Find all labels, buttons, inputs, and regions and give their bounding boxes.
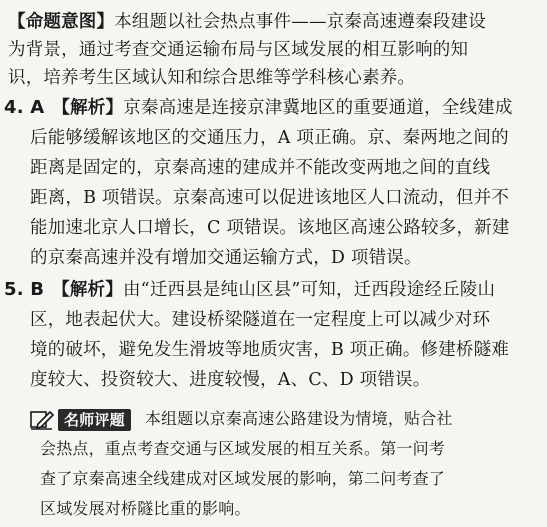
teacher-comment <box>0 396 547 527</box>
teacher-line-1: 名师评题 本组题以京秦高速公路建设为情境，贴合社 <box>30 404 453 434</box>
q4-line-2: 后能够缓解该地区的交通压力，A 项正确。京、秦两地之间的 <box>30 128 509 148</box>
teacher-comment-badge: 名师评题 <box>58 409 131 431</box>
teacher-line-2: 会热点，重点考查交通与区域发展的相互关系。第一问考 <box>40 439 446 458</box>
q5-line-2: 区，地表起伏大。建设桥梁隧道在一定程度上可以减少对环 <box>30 310 491 330</box>
intent-line-2: 为背景，通过考查交通运输布局与区域发展的相互影响的知 <box>8 40 469 60</box>
q4-tag: 【解析】 <box>52 98 124 118</box>
intent-label: 【命题意图】 <box>8 12 115 32</box>
intent-line-1: 【命题意图】本组题以社会热点事件——京秦高速遵秦段建设 <box>8 12 486 32</box>
q4-line-4: 距离，B 项错误。京秦高速可以促进该地区人口流动，但并不 <box>30 188 510 208</box>
teacher-line-3: 查了京秦高速全线建成对区域发展的影响，第二问考查了 <box>40 469 446 488</box>
q4-line-3: 距离是固定的，京秦高速的建成并不能改变两地之间的直线 <box>30 158 491 178</box>
pen-icon <box>30 409 54 431</box>
q5-line-3: 境的破坏，避免发生滑坡等地质灾害，B 项正确。修建桥隧难 <box>30 340 510 360</box>
q4-number: 4. A <box>4 97 45 118</box>
q5-line-1: 5. B 【解析】由“迁西县是纯山区县”可知，迁西段途经丘陵山 <box>4 276 495 304</box>
q5-number: 5. B <box>4 279 45 300</box>
q4-line-6: 的京秦高速并没有增加交通运输方式，D 项错误。 <box>30 248 422 268</box>
q5-tag: 【解析】 <box>52 280 123 300</box>
teacher-line-4: 区域发展对桥隧比重的影响。 <box>40 499 251 518</box>
q4-line-1: 4. A 【解析】京秦高速是连接京津冀地区的重要通道，全线建成 <box>4 94 513 122</box>
q5-line-4: 度较大、投资较大、进度较慢，A、C、D 项错误。 <box>30 370 431 390</box>
q4-line-5: 能加速北京人口增长，C 项错误。该地区高速公路较多，新建 <box>30 218 510 238</box>
intent-line-3: 识，培养考生区域认知和综合思维等学科核心素养。 <box>8 68 416 88</box>
